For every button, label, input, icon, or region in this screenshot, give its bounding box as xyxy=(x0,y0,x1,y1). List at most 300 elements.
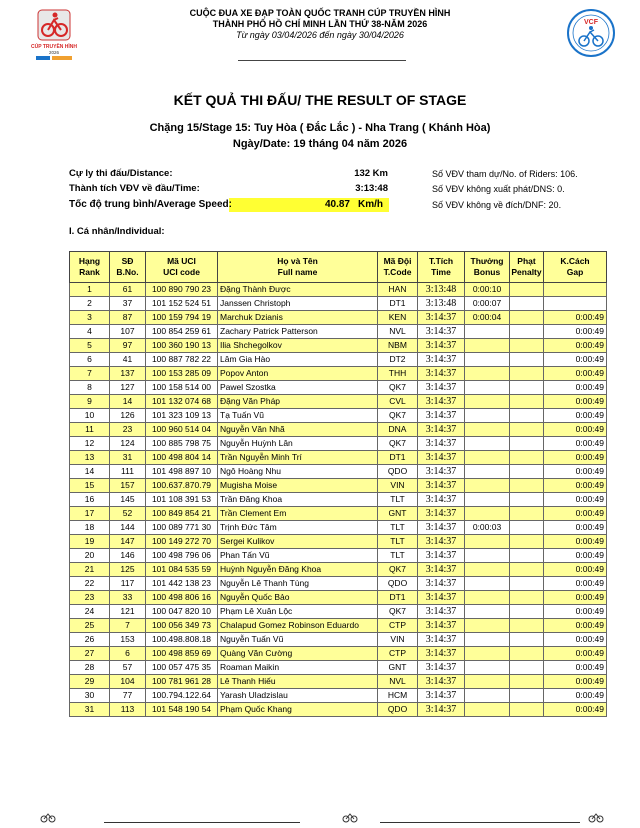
cell-bib: 33 xyxy=(110,591,146,605)
cyclist-icon xyxy=(342,810,358,822)
cell-name: Phạm Quốc Khang xyxy=(218,703,378,717)
cell-penalty xyxy=(510,507,544,521)
cell-team: HCM xyxy=(378,689,418,703)
cell-bonus xyxy=(465,661,510,675)
cell-penalty xyxy=(510,437,544,451)
table-row xyxy=(70,703,607,717)
column-header-vn: K.Cách xyxy=(560,256,590,266)
cell-gap: 0:00:49 xyxy=(544,367,607,381)
cell-rank: 10 xyxy=(70,409,110,423)
column-header-en: Gap xyxy=(566,267,584,277)
cell-bonus: 0:00:10 xyxy=(465,283,510,297)
cell-uci: 100 498 806 16 xyxy=(146,591,218,605)
cell-gap: 0:00:49 xyxy=(544,395,607,409)
cell-rank: 19 xyxy=(70,535,110,549)
cell-team: TLT xyxy=(378,535,418,549)
table-row xyxy=(70,367,607,381)
table-row xyxy=(70,465,607,479)
dnf-count: Số VĐV không về đích/DNF: 20. xyxy=(432,200,562,210)
column-header-vn: Mã UCI xyxy=(167,256,196,266)
cell-bib: 124 xyxy=(110,437,146,451)
cell-team: QDO xyxy=(378,577,418,591)
cell-penalty xyxy=(510,283,544,297)
cell-name: Nguyễn Văn Nhã xyxy=(218,423,378,437)
cell-time: 3:14:37 xyxy=(418,619,465,633)
cell-team: QDO xyxy=(378,465,418,479)
cell-uci: 100 890 790 23 xyxy=(146,283,218,297)
cell-rank: 27 xyxy=(70,647,110,661)
cell-team: THH xyxy=(378,367,418,381)
cell-rank: 28 xyxy=(70,661,110,675)
cell-bonus xyxy=(465,675,510,689)
cell-rank: 5 xyxy=(70,339,110,353)
cell-time: 3:14:37 xyxy=(418,563,465,577)
cell-name: Marchuk Dzianis xyxy=(218,311,378,325)
cell-team: DT1 xyxy=(378,591,418,605)
cell-team: QK7 xyxy=(378,409,418,423)
stage-name: Chặng 15/Stage 15: Tuy Hòa ( Đắc Lắc ) - Nha Trang ( Khánh Hòa) xyxy=(149,122,491,134)
riders-count: Số VĐV tham dự/No. of Riders: 106. xyxy=(432,169,578,179)
cell-team: KEN xyxy=(378,311,418,325)
cell-rank: 31 xyxy=(70,703,110,717)
cell-time: 3:14:37 xyxy=(418,409,465,423)
cell-penalty xyxy=(510,689,544,703)
cell-name: Mugisha Moise xyxy=(218,479,378,493)
cell-gap: 0:00:49 xyxy=(544,563,607,577)
cell-bib: 127 xyxy=(110,381,146,395)
cell-gap: 0:00:49 xyxy=(544,465,607,479)
cell-uci: 100 056 349 73 xyxy=(146,619,218,633)
cell-bonus xyxy=(465,591,510,605)
distance-value: 132 Km xyxy=(354,168,388,179)
dns-count: Số VĐV không xuất phát/DNS: 0. xyxy=(432,184,565,194)
cell-name: Ngô Hoàng Nhu xyxy=(218,465,378,479)
cell-time: 3:14:37 xyxy=(418,451,465,465)
cell-gap: 0:00:49 xyxy=(544,661,607,675)
cell-bonus xyxy=(465,367,510,381)
cell-uci: 100 089 771 30 xyxy=(146,521,218,535)
cell-gap xyxy=(544,297,607,311)
cell-name: Roaman Maikin xyxy=(218,661,378,675)
section-heading: I. Cá nhân/Individual: xyxy=(69,226,165,237)
cell-bonus xyxy=(465,605,510,619)
cell-gap: 0:00:49 xyxy=(544,675,607,689)
cell-time: 3:14:37 xyxy=(418,423,465,437)
cell-team: DNA xyxy=(378,423,418,437)
cell-bib: 57 xyxy=(110,661,146,675)
table-row xyxy=(70,353,607,367)
table-row xyxy=(70,283,607,297)
column-header-team xyxy=(378,252,418,283)
cell-bib: 41 xyxy=(110,353,146,367)
cell-name: Quàng Văn Cường xyxy=(218,647,378,661)
footer-line-left xyxy=(104,822,300,823)
cell-time: 3:14:37 xyxy=(418,535,465,549)
cell-penalty xyxy=(510,577,544,591)
cell-name: Chalapud Gomez Robinson Eduardo xyxy=(218,619,378,633)
cell-rank: 3 xyxy=(70,311,110,325)
table-row xyxy=(70,521,607,535)
cell-uci: 100 887 782 22 xyxy=(146,353,218,367)
table-row xyxy=(70,689,607,703)
cell-penalty xyxy=(510,535,544,549)
cell-uci: 101 084 535 59 xyxy=(146,563,218,577)
cell-gap: 0:00:49 xyxy=(544,451,607,465)
table-row xyxy=(70,507,607,521)
cell-name: Zachary Patrick Patterson xyxy=(218,325,378,339)
cell-team: CVL xyxy=(378,395,418,409)
cell-bonus xyxy=(465,647,510,661)
cell-name: Nguyễn Huỳnh Lân xyxy=(218,437,378,451)
cell-rank: 23 xyxy=(70,591,110,605)
cell-bib: 77 xyxy=(110,689,146,703)
cell-gap: 0:00:49 xyxy=(544,409,607,423)
table-row xyxy=(70,535,607,549)
cell-bonus xyxy=(465,381,510,395)
cell-gap: 0:00:49 xyxy=(544,689,607,703)
cell-bonus xyxy=(465,465,510,479)
cell-name: Đặng Văn Pháp xyxy=(218,395,378,409)
cell-uci: 100.794.122.64 xyxy=(146,689,218,703)
cell-bonus: 0:00:03 xyxy=(465,521,510,535)
column-header-vn: Thưởng xyxy=(470,256,504,266)
cell-penalty xyxy=(510,675,544,689)
cell-uci: 100 158 514 00 xyxy=(146,381,218,395)
cell-bib: 6 xyxy=(110,647,146,661)
column-header-en: B.No. xyxy=(116,267,139,277)
cell-bonus xyxy=(465,689,510,703)
cell-gap: 0:00:49 xyxy=(544,353,607,367)
cell-uci: 101 548 190 54 xyxy=(146,703,218,717)
cell-bonus xyxy=(465,353,510,367)
cell-bib: 107 xyxy=(110,325,146,339)
cell-rank: 4 xyxy=(70,325,110,339)
column-header-penalty xyxy=(510,252,544,283)
svg-text:2026: 2026 xyxy=(48,50,60,55)
column-header-vn: Hạng xyxy=(78,256,101,266)
column-header-en: Bonus xyxy=(473,267,501,277)
cell-name: Trần Đăng Khoa xyxy=(218,493,378,507)
cell-time: 3:14:37 xyxy=(418,437,465,451)
cell-bib: 97 xyxy=(110,339,146,353)
cell-gap: 0:00:49 xyxy=(544,591,607,605)
table-row xyxy=(70,381,607,395)
table-header-row xyxy=(70,252,607,283)
cell-uci: 100.637.870.79 xyxy=(146,479,218,493)
table-row xyxy=(70,479,607,493)
cell-uci: 101 323 109 13 xyxy=(146,409,218,423)
cell-penalty xyxy=(510,311,544,325)
cell-team: QK7 xyxy=(378,563,418,577)
table-row xyxy=(70,577,607,591)
cell-penalty xyxy=(510,591,544,605)
cell-gap: 0:00:49 xyxy=(544,577,607,591)
cell-time: 3:14:37 xyxy=(418,577,465,591)
cell-penalty xyxy=(510,325,544,339)
cell-rank: 25 xyxy=(70,619,110,633)
cell-gap: 0:00:49 xyxy=(544,381,607,395)
cell-time: 3:14:37 xyxy=(418,647,465,661)
cell-bib: 126 xyxy=(110,409,146,423)
cell-penalty xyxy=(510,367,544,381)
cell-uci: 101 152 524 51 xyxy=(146,297,218,311)
cell-gap: 0:00:49 xyxy=(544,633,607,647)
cell-penalty xyxy=(510,661,544,675)
cell-bib: 52 xyxy=(110,507,146,521)
cell-time: 3:14:37 xyxy=(418,325,465,339)
cell-rank: 13 xyxy=(70,451,110,465)
cell-bib: 157 xyxy=(110,479,146,493)
table-row xyxy=(70,437,607,451)
cell-bonus xyxy=(465,577,510,591)
column-header-vn: T.Tích xyxy=(428,256,454,266)
cell-bonus xyxy=(465,409,510,423)
table-row xyxy=(70,493,607,507)
cell-rank: 8 xyxy=(70,381,110,395)
cell-team: DT1 xyxy=(378,451,418,465)
cell-bib: 37 xyxy=(110,297,146,311)
cell-gap: 0:00:49 xyxy=(544,605,607,619)
cell-bonus xyxy=(465,507,510,521)
cell-gap: 0:00:49 xyxy=(544,437,607,451)
column-header-bib xyxy=(110,252,146,283)
cell-time: 3:14:37 xyxy=(418,689,465,703)
cell-uci: 100 498 804 14 xyxy=(146,451,218,465)
cell-uci: 100 885 798 75 xyxy=(146,437,218,451)
cell-gap: 0:00:49 xyxy=(544,521,607,535)
cell-gap: 0:00:49 xyxy=(544,493,607,507)
cell-team: QDO xyxy=(378,703,418,717)
cell-name: Huỳnh Nguyễn Đăng Khoa xyxy=(218,563,378,577)
results-table xyxy=(69,251,607,717)
table-row xyxy=(70,339,607,353)
cell-bib: 14 xyxy=(110,395,146,409)
cell-team: DT1 xyxy=(378,297,418,311)
header-line-1: CUỘC ĐUA XE ĐẠP TOÀN QUỐC TRANH CÚP TRUYỀN HÌNH xyxy=(189,8,451,18)
speed-value: 40.87 xyxy=(324,199,350,210)
cell-uci: 100 149 272 70 xyxy=(146,535,218,549)
time-label: Thành tích VĐV về đầu/Time: xyxy=(69,183,200,194)
cell-team: NBM xyxy=(378,339,418,353)
column-header-en: Rank xyxy=(79,267,100,277)
cell-uci: 100 360 190 13 xyxy=(146,339,218,353)
cell-team: HAN xyxy=(378,283,418,297)
cell-bib: 117 xyxy=(110,577,146,591)
cell-name: Popov Anton xyxy=(218,367,378,381)
cell-name: Pawel Szostka xyxy=(218,381,378,395)
cell-rank: 11 xyxy=(70,423,110,437)
column-header-en: UCI code xyxy=(163,267,200,277)
column-header-name xyxy=(218,252,378,283)
table-row xyxy=(70,633,607,647)
cell-rank: 24 xyxy=(70,605,110,619)
cell-gap: 0:00:49 xyxy=(544,549,607,563)
cell-rank: 16 xyxy=(70,493,110,507)
cell-name: Phạm Lê Xuân Lộc xyxy=(218,605,378,619)
cell-rank: 29 xyxy=(70,675,110,689)
cell-bib: 104 xyxy=(110,675,146,689)
cell-time: 3:14:37 xyxy=(418,591,465,605)
results-body xyxy=(70,283,607,717)
cell-name: Yarash Uladzislau xyxy=(218,689,378,703)
cell-team: NVL xyxy=(378,325,418,339)
cell-penalty xyxy=(510,297,544,311)
cell-team: QK7 xyxy=(378,605,418,619)
cell-penalty xyxy=(510,563,544,577)
header-line-2: THÀNH PHỐ HỒ CHÍ MINH LẦN THỨ 38-NĂM 2026 xyxy=(212,19,428,29)
cell-bonus: 0:00:07 xyxy=(465,297,510,311)
cell-uci: 100 960 514 04 xyxy=(146,423,218,437)
header-dates: Từ ngày 03/04/2026 đến ngày 30/04/2026 xyxy=(236,30,404,40)
cell-name: Phan Tấn Vũ xyxy=(218,549,378,563)
footer-line-right xyxy=(380,822,580,823)
cell-bonus xyxy=(465,549,510,563)
cell-bonus xyxy=(465,395,510,409)
cell-bonus xyxy=(465,703,510,717)
cell-bonus xyxy=(465,535,510,549)
cell-gap: 0:00:49 xyxy=(544,507,607,521)
speed-label: Tốc độ trung bình/Average Speed: xyxy=(69,199,232,210)
cell-bonus xyxy=(465,493,510,507)
cell-uci: 100 057 475 35 xyxy=(146,661,218,675)
cell-rank: 1 xyxy=(70,283,110,297)
time-value: 3:13:48 xyxy=(355,183,388,194)
cell-gap: 0:00:49 xyxy=(544,423,607,437)
cell-time: 3:14:37 xyxy=(418,605,465,619)
cell-uci: 100.498.808.18 xyxy=(146,633,218,647)
cell-name: Janssen Christoph xyxy=(218,297,378,311)
cell-bib: 31 xyxy=(110,451,146,465)
cell-bonus xyxy=(465,619,510,633)
cell-rank: 22 xyxy=(70,577,110,591)
cell-uci: 100 854 259 61 xyxy=(146,325,218,339)
cell-penalty xyxy=(510,619,544,633)
table-row xyxy=(70,409,607,423)
cell-uci: 101 132 074 68 xyxy=(146,395,218,409)
cell-penalty xyxy=(510,493,544,507)
cell-bonus xyxy=(465,633,510,647)
cell-penalty xyxy=(510,395,544,409)
cell-gap xyxy=(544,283,607,297)
cell-uci: 100 498 796 06 xyxy=(146,549,218,563)
cell-team: CTP xyxy=(378,647,418,661)
cell-gap: 0:00:49 xyxy=(544,325,607,339)
cell-penalty xyxy=(510,451,544,465)
cell-time: 3:14:37 xyxy=(418,311,465,325)
cell-gap: 0:00:49 xyxy=(544,339,607,353)
cell-team: VIN xyxy=(378,633,418,647)
cell-time: 3:14:37 xyxy=(418,339,465,353)
cell-rank: 21 xyxy=(70,563,110,577)
column-header-en: T.Code xyxy=(383,267,412,277)
cell-uci: 100 498 859 69 xyxy=(146,647,218,661)
cell-team: VIN xyxy=(378,479,418,493)
cell-time: 3:14:37 xyxy=(418,353,465,367)
cell-uci: 100 849 854 21 xyxy=(146,507,218,521)
cell-rank: 14 xyxy=(70,465,110,479)
cell-time: 3:14:37 xyxy=(418,493,465,507)
cell-bonus xyxy=(465,563,510,577)
cell-rank: 6 xyxy=(70,353,110,367)
cell-rank: 7 xyxy=(70,367,110,381)
table-row xyxy=(70,591,607,605)
cell-penalty xyxy=(510,465,544,479)
cell-rank: 12 xyxy=(70,437,110,451)
header-divider xyxy=(238,60,406,61)
cell-bonus xyxy=(465,479,510,493)
cell-penalty xyxy=(510,703,544,717)
cell-name: Lê Thanh Hiếu xyxy=(218,675,378,689)
cell-time: 3:14:37 xyxy=(418,549,465,563)
cell-rank: 15 xyxy=(70,479,110,493)
cell-name: Tạ Tuấn Vũ xyxy=(218,409,378,423)
cell-bib: 145 xyxy=(110,493,146,507)
cell-rank: 30 xyxy=(70,689,110,703)
stage-date: Ngày/Date: 19 tháng 04 năm 2026 xyxy=(232,138,408,150)
cell-penalty xyxy=(510,381,544,395)
column-header-vn: SĐ xyxy=(121,256,134,266)
table-row xyxy=(70,647,607,661)
cell-name: Sergei Kulikov xyxy=(218,535,378,549)
cell-bonus xyxy=(465,339,510,353)
cell-bib: 121 xyxy=(110,605,146,619)
cell-bib: 7 xyxy=(110,619,146,633)
cell-bib: 87 xyxy=(110,311,146,325)
cell-bib: 23 xyxy=(110,423,146,437)
cell-penalty xyxy=(510,647,544,661)
cell-penalty xyxy=(510,605,544,619)
cell-penalty xyxy=(510,521,544,535)
cell-time: 3:13:48 xyxy=(418,283,465,297)
page-title: KẾT QUẢ THI ĐẤU/ THE RESULT OF STAGE xyxy=(173,92,467,108)
cell-name: Lâm Gia Hào xyxy=(218,353,378,367)
cell-penalty xyxy=(510,549,544,563)
cell-time: 3:14:37 xyxy=(418,465,465,479)
cell-uci: 100 047 820 10 xyxy=(146,605,218,619)
cyclist-icon xyxy=(40,810,56,822)
table-row xyxy=(70,311,607,325)
cell-team: QK7 xyxy=(378,437,418,451)
cell-uci: 101 498 897 10 xyxy=(146,465,218,479)
column-header-vn: Mã Đội xyxy=(383,256,412,266)
cell-time: 3:14:37 xyxy=(418,367,465,381)
distance-label: Cự ly thi đấu/Distance: xyxy=(69,168,173,179)
cell-bib: 144 xyxy=(110,521,146,535)
cell-team: TLT xyxy=(378,549,418,563)
cell-bib: 125 xyxy=(110,563,146,577)
cell-uci: 101 442 138 23 xyxy=(146,577,218,591)
cyclist-icon xyxy=(588,810,604,822)
cell-bib: 137 xyxy=(110,367,146,381)
cell-team: TLT xyxy=(378,521,418,535)
table-row xyxy=(70,395,607,409)
table-row xyxy=(70,675,607,689)
cell-bib: 146 xyxy=(110,549,146,563)
cell-rank: 20 xyxy=(70,549,110,563)
cell-time: 3:14:37 xyxy=(418,507,465,521)
cell-team: GNT xyxy=(378,507,418,521)
table-row xyxy=(70,661,607,675)
cell-bonus xyxy=(465,437,510,451)
svg-text:VCF: VCF xyxy=(584,19,598,26)
column-header-en: Penalty xyxy=(511,267,542,277)
cell-name: Ilia Shchegolkov xyxy=(218,339,378,353)
cell-time: 3:14:37 xyxy=(418,661,465,675)
column-header-bonus xyxy=(465,252,510,283)
cell-rank: 9 xyxy=(70,395,110,409)
table-row xyxy=(70,549,607,563)
table-row xyxy=(70,619,607,633)
